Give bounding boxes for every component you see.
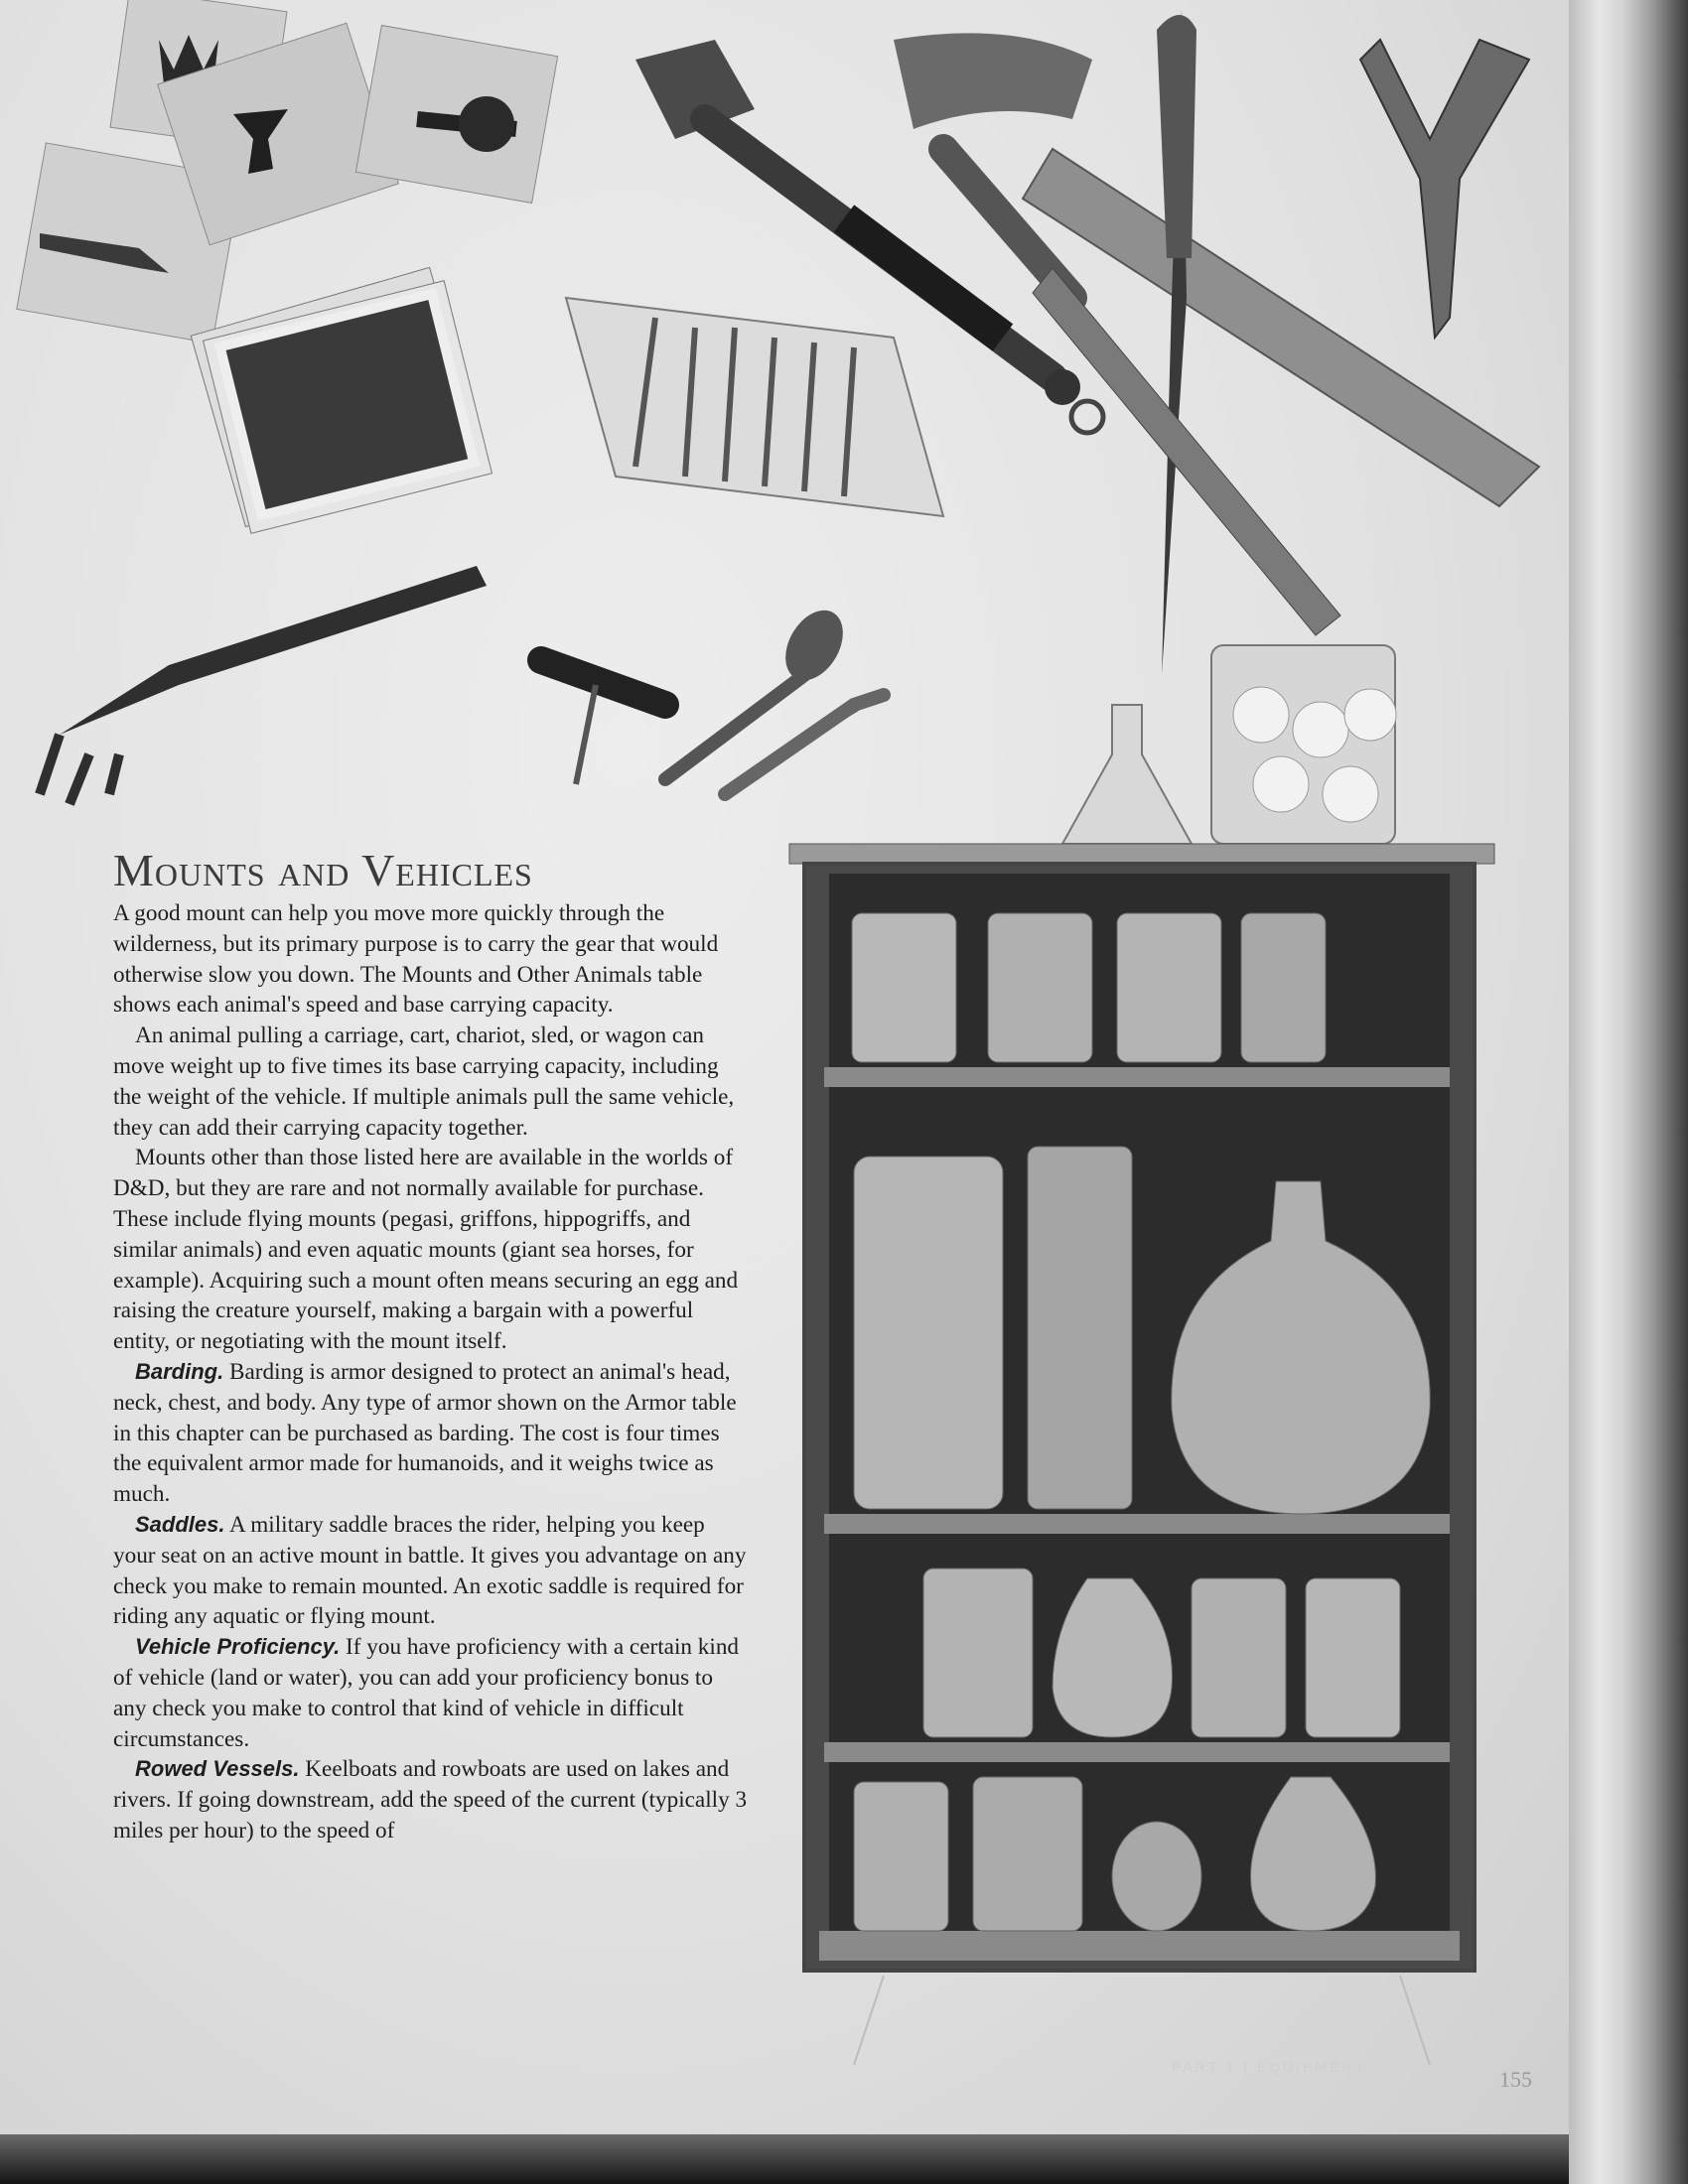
shelf-illustration — [789, 844, 1494, 2065]
bottom-shadow — [0, 2134, 1569, 2184]
paragraph-vehicle-pulling: An animal pulling a carriage, cart, chariot, sled, or wagon can move weight up to five times its base carrying capacity, including the weight of the vehicle. If multiple animals pull the same vehicle, they can add their carrying capacity together. — [113, 1023, 735, 1141]
entry-term: Rowed Vessels. — [135, 1756, 300, 1782]
entry-text: Keelboats and rowboats are used on lakes and rivers. If going downstream, add the speed of the current (typically 3 miles per hour) to the speed of — [113, 1756, 748, 1843]
entry-rowed-vessels — [113, 1754, 749, 1845]
entry-saddles — [113, 1510, 749, 1632]
running-footer: PART 1 | EQUIPMENT — [1172, 2059, 1367, 2075]
paragraph-intro: A good mount can help you move more quickly through the wilderness, but its primary purpose is to carry the gear that would otherwise slow you down. The Mounts and Other Animals table shows each animal's speed and base carrying capacity. — [113, 900, 719, 1019]
tongs-illustration — [40, 566, 487, 804]
entry-text: A military saddle braces the rider, helping you keep your seat on an active mount in battle. It gives you advantage on any check you make to remain mounted. An exotic saddle is required for riding any aquatic or flying mount. — [113, 1511, 747, 1630]
entry-text: Barding is armor designed to protect an animal's head, neck, chest, and body. Any type of armor shown on the Armor table in this chapter can be purchased as barding. The cost is four times the equivalent armor made for humanoids, and it weighs twice as much. — [113, 1358, 737, 1508]
flask-illustration — [1062, 705, 1192, 844]
egg-jar-illustration — [1211, 645, 1396, 844]
entry-term: Vehicle Proficiency. — [135, 1634, 341, 1660]
body-text — [113, 898, 749, 1846]
paragraph-rare-mounts: Mounts other than those listed here are available in the worlds of D&D, but they are rare and not normally available for purchase. These include flying mounts (pegasi, griffons, hippogriffs, and similar animals) and even aquatic mounts (giant sea horses, for example). Acquiring such a mount often means securing an egg and raising the creature yourself, making a bargain with a powerful entity, or negotiating with the mount itself. — [113, 1145, 739, 1355]
dagger-illustration — [1157, 10, 1196, 675]
entry-text: If you have proficiency with a certain kind of vehicle (land or water), you can add your proficiency bonus to any check you make to control that kind of vehicle in difficult circumstances. — [113, 1634, 740, 1752]
playing-cards-illustration — [17, 0, 558, 533]
slingshot-illustration — [1360, 40, 1529, 338]
tool-kit-illustration — [566, 298, 943, 516]
entry-vehicle-proficiency — [113, 1632, 749, 1754]
entry-term: Saddles. — [135, 1511, 225, 1537]
utensils-illustration — [665, 601, 884, 794]
section-heading: Mounts and Vehicles — [113, 845, 533, 895]
corkscrew-illustration — [541, 660, 665, 784]
entry-barding — [113, 1357, 749, 1510]
page-edge — [1569, 0, 1688, 2184]
page-number: 155 — [1499, 2067, 1532, 2092]
entry-term: Barding. — [135, 1358, 224, 1384]
